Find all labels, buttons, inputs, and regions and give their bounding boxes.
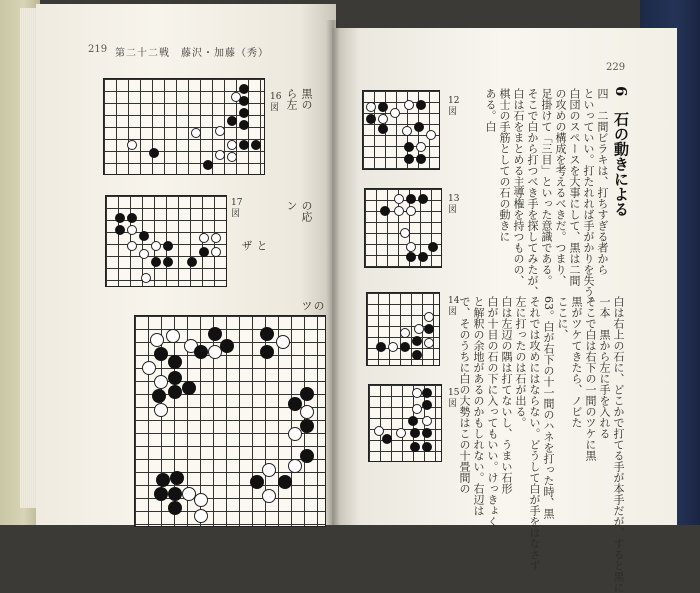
black-stone xyxy=(251,140,261,150)
go-diagram-17 xyxy=(105,195,227,287)
black-stone xyxy=(422,442,432,452)
right-text-col-2: といっていい。打たれれば手がかりを失う。 xyxy=(582,88,595,308)
black-stone xyxy=(115,213,125,223)
white-stone xyxy=(378,114,388,124)
left-text-col-5: と xyxy=(255,240,268,251)
black-stone xyxy=(410,428,420,438)
white-stone xyxy=(402,126,412,136)
white-stone xyxy=(262,463,276,477)
black-stone xyxy=(278,475,292,489)
right-text-col-16: それでは攻めにはならない。どうして白が手をはなさず xyxy=(528,296,541,571)
white-stone xyxy=(151,241,161,251)
white-stone xyxy=(154,375,168,389)
black-stone xyxy=(380,206,390,216)
right-text-col-5: 足掛けて「三目」といった意識である。 xyxy=(540,88,553,286)
white-stone xyxy=(400,228,410,238)
figure-label-12: 12図 xyxy=(448,96,460,117)
go-diagram-16 xyxy=(103,78,265,175)
black-stone xyxy=(260,327,274,341)
black-stone xyxy=(239,96,249,106)
white-stone xyxy=(406,206,416,216)
right-text-col-19: 白が十目の石の下に入ってもいい。けっきょく xyxy=(486,296,499,527)
white-stone xyxy=(422,416,432,426)
go-diagram-14 xyxy=(366,292,440,366)
black-stone xyxy=(376,342,386,352)
white-stone xyxy=(276,335,290,349)
go-diagram-12 xyxy=(362,90,440,170)
black-stone xyxy=(378,124,388,134)
black-stone xyxy=(422,400,432,410)
black-stone xyxy=(163,241,173,251)
white-stone xyxy=(154,403,168,417)
black-stone xyxy=(410,442,420,452)
white-stone xyxy=(127,140,137,150)
white-stone xyxy=(194,493,208,507)
right-text-col-4: の攻めの構成を考えるべきだ。つまり、 xyxy=(554,88,567,286)
left-text-col-6: ザ xyxy=(240,240,253,251)
black-stone xyxy=(168,355,182,369)
figure-label-16: 16図 xyxy=(270,92,282,113)
go-diagram-main xyxy=(134,315,326,527)
black-stone xyxy=(168,371,182,385)
right-text-col-20: と解釈の余地があるのかもしれない。右辺は xyxy=(472,296,485,516)
black-stone xyxy=(154,347,168,361)
white-stone xyxy=(199,233,209,243)
black-stone xyxy=(239,120,249,130)
go-diagram-15 xyxy=(368,384,442,462)
black-stone xyxy=(422,428,432,438)
black-stone xyxy=(220,339,234,353)
white-stone xyxy=(390,108,400,118)
black-stone xyxy=(418,194,428,204)
white-stone xyxy=(211,233,221,243)
left-text-col-3: の応 xyxy=(300,200,313,222)
right-text-col-10: 白は右上の石に、どこかで打てる手が本手だが、すると黒に xyxy=(612,296,625,593)
black-stone xyxy=(406,194,416,204)
figure-label-14: 14図 xyxy=(448,296,460,317)
left-running-head: 第二十二戦 藤沢・加藤（秀） xyxy=(115,48,269,59)
white-stone xyxy=(191,128,201,138)
white-stone xyxy=(424,338,434,348)
black-stone xyxy=(203,160,213,170)
right-page-number: 229 xyxy=(606,62,626,73)
white-stone xyxy=(400,328,410,338)
figure-label-17: 17図 xyxy=(231,198,243,219)
black-stone xyxy=(239,140,249,150)
white-stone xyxy=(227,140,237,150)
go-diagram-13 xyxy=(364,188,442,268)
figure-label-15: 15図 xyxy=(448,388,460,409)
black-stone xyxy=(366,114,376,124)
right-text-col-6: そこで白から打つべき手を探してみたが、 xyxy=(526,88,539,297)
black-stone xyxy=(170,471,184,485)
white-stone xyxy=(416,142,426,152)
right-text-col-13: 黒がツケてきたら、ノビた xyxy=(570,296,583,428)
black-stone xyxy=(156,473,170,487)
white-stone xyxy=(166,329,180,343)
black-stone xyxy=(127,213,137,223)
black-stone xyxy=(208,327,222,341)
white-stone xyxy=(227,152,237,162)
white-stone xyxy=(139,249,149,259)
black-stone xyxy=(163,257,173,267)
black-stone xyxy=(428,242,438,252)
black-stone xyxy=(227,116,237,126)
black-stone xyxy=(422,388,432,398)
white-stone xyxy=(388,342,398,352)
black-stone xyxy=(412,336,422,346)
section-title: 6 石の動きによる xyxy=(612,86,630,217)
white-stone xyxy=(300,405,314,419)
white-stone xyxy=(412,388,422,398)
white-stone xyxy=(142,361,156,375)
black-stone xyxy=(412,350,422,360)
white-stone xyxy=(211,247,221,257)
black-stone xyxy=(260,345,274,359)
right-text-col-11: 一本 黒から左に手を入れる xyxy=(598,296,611,439)
white-stone xyxy=(288,427,302,441)
right-text-col-14: ここに、 xyxy=(556,296,569,340)
black-stone xyxy=(154,487,168,501)
black-stone xyxy=(152,389,166,403)
right-text-col-1: 四 二間ビラキは、打ちすぎる者から xyxy=(596,88,609,275)
right-text-col-17: 左に打ったのは石が出る。 xyxy=(514,296,527,428)
right-text-col-3: 白団のスペースを大事にして、黒は二間 xyxy=(568,88,581,286)
white-stone xyxy=(215,126,225,136)
white-stone xyxy=(414,324,424,334)
black-stone xyxy=(424,324,434,334)
black-stone xyxy=(182,381,196,395)
right-text-col-8: 棋士の手筋としての石の動きに xyxy=(498,88,511,242)
white-stone xyxy=(394,194,404,204)
white-stone xyxy=(141,273,151,283)
black-stone xyxy=(300,419,314,433)
right-text-col-12: そこで白は右下の一間のツケに黒 xyxy=(584,296,597,461)
white-stone xyxy=(262,489,276,503)
black-stone xyxy=(187,257,197,267)
black-stone xyxy=(239,84,249,94)
white-stone xyxy=(288,459,302,473)
left-text-col-1: 黒の xyxy=(300,88,313,110)
black-stone xyxy=(151,257,161,267)
white-stone xyxy=(424,312,434,322)
black-stone xyxy=(194,345,208,359)
figure-label-13: 13図 xyxy=(448,194,460,215)
black-stone xyxy=(416,154,426,164)
black-stone xyxy=(400,342,410,352)
black-stone xyxy=(404,154,414,164)
black-stone xyxy=(250,475,264,489)
right-text-col-15: 63。白が右下の十一間のハネを打った時、黒 xyxy=(542,296,555,519)
black-stone xyxy=(115,225,125,235)
left-text-col-8: ツ xyxy=(300,300,313,311)
white-stone xyxy=(150,333,164,347)
white-stone xyxy=(404,100,414,110)
white-stone xyxy=(426,130,436,140)
white-stone xyxy=(396,428,406,438)
black-stone xyxy=(300,387,314,401)
left-text-col-4: ン xyxy=(285,200,298,211)
black-stone xyxy=(414,122,424,132)
black-stone xyxy=(300,449,314,463)
black-stone xyxy=(418,252,428,262)
black-stone xyxy=(378,102,388,112)
black-stone xyxy=(139,231,149,241)
black-stone xyxy=(404,142,414,152)
book-gutter xyxy=(326,20,340,525)
black-stone xyxy=(239,108,249,118)
right-text-col-18: 白は左辺の隅は打てないし、うまい石形 xyxy=(500,296,513,494)
black-stone xyxy=(406,252,416,262)
black-stone xyxy=(199,247,209,257)
white-stone xyxy=(215,150,225,160)
white-stone xyxy=(208,345,222,359)
black-stone xyxy=(168,501,182,515)
black-stone xyxy=(382,434,392,444)
black-stone xyxy=(149,148,159,158)
left-page-number: 219 xyxy=(88,44,108,55)
white-stone xyxy=(394,206,404,216)
white-stone xyxy=(412,404,422,414)
white-stone xyxy=(366,102,376,112)
left-text-col-2: ら左 xyxy=(285,88,298,110)
right-text-col-21: で、そのうちに白の大勢はこの十畳間の xyxy=(458,296,471,494)
right-text-col-9: ある。白 xyxy=(484,88,497,132)
black-stone xyxy=(168,487,182,501)
right-text-col-7: 白は石をまとめる主導権を持つものの、 xyxy=(512,88,525,286)
left-text-col-7: の xyxy=(312,300,325,311)
white-stone xyxy=(127,225,137,235)
white-stone xyxy=(406,242,416,252)
black-stone xyxy=(408,416,418,426)
white-stone xyxy=(127,241,137,251)
black-stone xyxy=(416,100,426,110)
black-stone xyxy=(168,385,182,399)
white-stone xyxy=(194,509,208,523)
